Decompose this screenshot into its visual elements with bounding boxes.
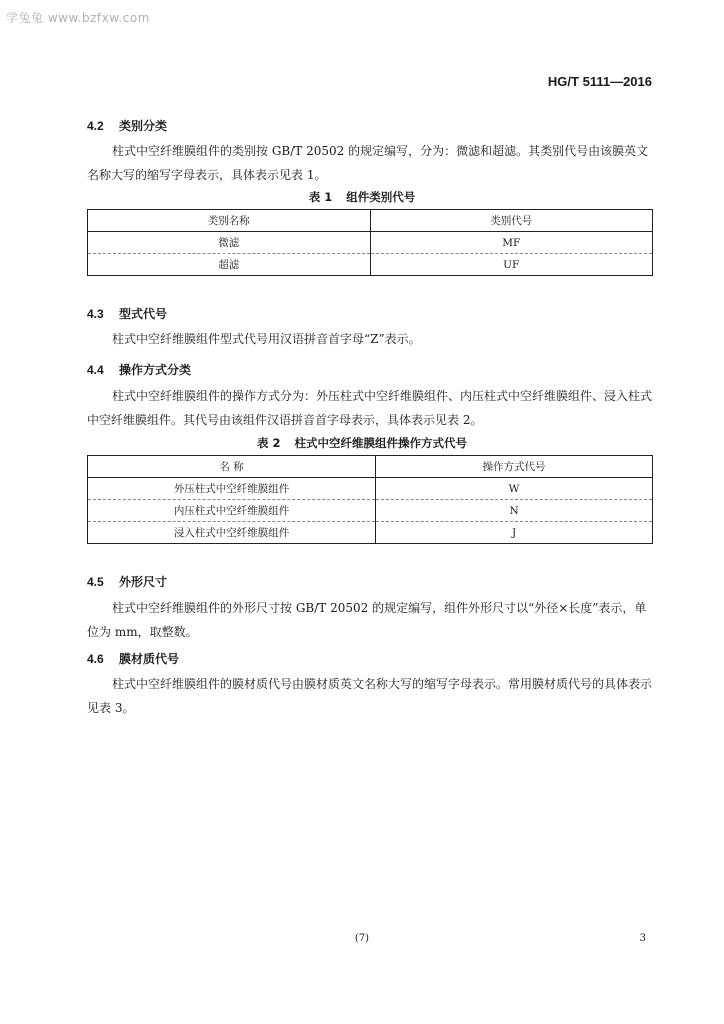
table-cell: 浸入柱式中空纤维膜组件	[88, 522, 376, 544]
table-header-row	[88, 456, 653, 478]
section-4-3-heading	[87, 305, 167, 322]
section-number: 4.3	[87, 307, 104, 321]
table-row	[88, 522, 653, 544]
table-1-caption	[0, 189, 724, 205]
section-title: 外形尺寸	[119, 575, 168, 589]
table-title: 组件类别代号	[346, 190, 416, 204]
section-4-3-paragraph: 柱式中空纤维膜组件型式代号用汉语拼音首字母“Z”表示。	[112, 332, 421, 346]
table-number: 表 2	[256, 436, 281, 450]
table-cell: 内压柱式中空纤维膜组件	[88, 500, 376, 522]
table-2-caption	[0, 435, 724, 451]
table-header-cell: 类别名称	[88, 210, 371, 232]
section-4-5-paragraph: 柱式中空纤维膜组件的外形尺寸按 GB/T 20502 的规定编写，组件外形尺寸以“外径×长度”表示，单位为 mm，取整数。	[87, 601, 647, 639]
table-row	[88, 500, 653, 522]
table-row	[88, 232, 653, 254]
section-4-6-paragraph: 柱式中空纤维膜组件的膜材质代号由膜材质英文名称大写的缩写字母表示。常用膜材质代号的具体表示见表 3。	[87, 677, 653, 715]
section-number: 4.4	[87, 363, 104, 377]
table-cell: J	[376, 522, 653, 544]
table-cell: W	[376, 478, 653, 500]
section-title: 类别分类	[119, 119, 168, 133]
section-number: 4.2	[87, 119, 104, 133]
table-cell: 外压柱式中空纤维膜组件	[88, 478, 376, 500]
section-4-2-paragraph: 柱式中空纤维膜组件的类别按 GB/T 20502 的规定编写，分为：微滤和超滤。其类别代号由该膜英文名称大写的缩写字母表示，具体表示见表 1。	[87, 144, 649, 182]
section-4-6-heading	[87, 650, 179, 667]
footer-mark: (7)	[354, 933, 370, 944]
table-header-cell: 名 称	[88, 456, 376, 478]
table-cell: UF	[370, 254, 653, 276]
section-title: 膜材质代号	[119, 652, 180, 666]
standard-code: HG/T 5111—2016	[547, 74, 652, 89]
table-row	[88, 478, 653, 500]
section-title: 型式代号	[119, 307, 168, 321]
table-cell: N	[376, 500, 653, 522]
section-number: 4.5	[87, 575, 104, 589]
table-header-cell: 操作方式代号	[376, 456, 653, 478]
section-4-2-heading	[87, 117, 167, 134]
table-1	[87, 209, 653, 276]
table-row	[88, 254, 653, 276]
section-4-4-paragraph: 柱式中空纤维膜组件的操作方式分为：外压柱式中空纤维膜组件、内压柱式中空纤维膜组件、浸入柱式中空纤维膜组件。其代号由该组件汉语拼音首字母表示，具体表示见表 2。	[87, 389, 653, 427]
page-number: 3	[639, 933, 646, 944]
table-number: 表 1	[308, 190, 333, 204]
table-cell: 微滤	[88, 232, 371, 254]
table-2	[87, 455, 653, 544]
table-header-row	[88, 210, 653, 232]
table-header-cell: 类别代号	[370, 210, 653, 232]
section-title: 操作方式分类	[119, 363, 192, 377]
watermark: 学兔兔 www.bzfxw.com	[6, 11, 150, 25]
table-cell: MF	[370, 232, 653, 254]
table-title: 柱式中空纤维膜组件操作方式代号	[294, 436, 467, 450]
section-4-5-heading	[87, 573, 167, 590]
table-cell: 超滤	[88, 254, 371, 276]
section-4-4-heading	[87, 361, 191, 378]
section-number: 4.6	[87, 652, 104, 666]
